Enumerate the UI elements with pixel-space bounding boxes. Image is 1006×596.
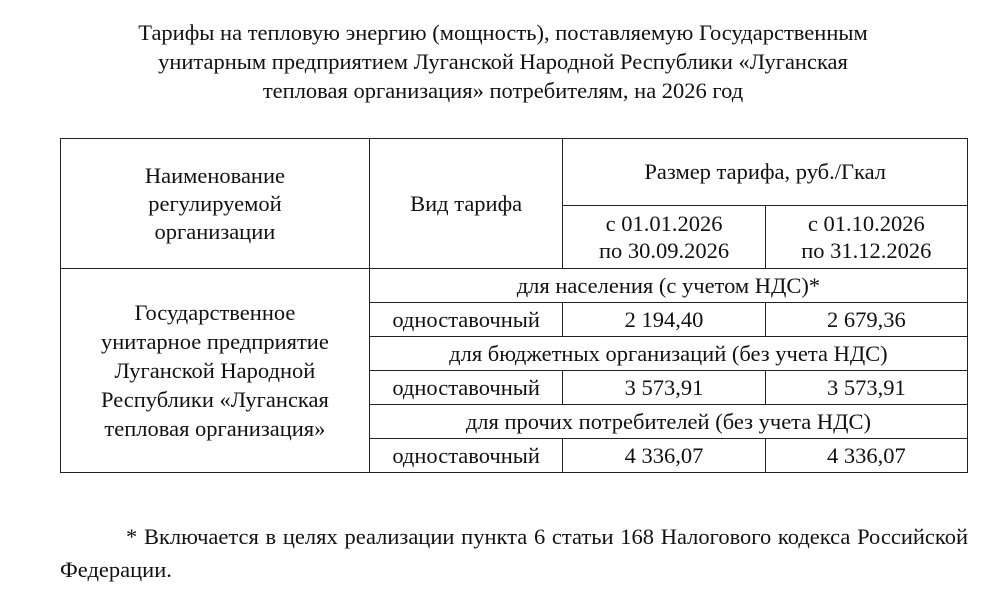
header-period-1: с 01.01.2026 по 30.09.2026 [563,206,765,269]
header-tariff-size: Размер тарифа, руб./Гкал [563,139,968,206]
group-label: для бюджетных организаций (без учета НДС) [369,337,967,371]
tariff-value-period-2: 3 573,91 [765,371,967,405]
header-organization: Наименование регулируемой организации [61,139,370,269]
tariff-value-period-1: 2 194,40 [563,303,765,337]
title-line: тепловая организация» потребителям, на 2026 год [262,78,744,103]
header-period-2: с 01.10.2026 по 31.12.2026 [765,206,967,269]
group-label: для прочих потребителей (без учета НДС) [369,405,967,439]
table-header-row [61,139,968,206]
tariff-table [60,138,968,473]
document-title [40,18,966,105]
tariff-value-period-1: 4 336,07 [563,439,765,473]
tariff-kind-cell: одноставочный [369,303,563,337]
group-label: для населения (с учетом НДС)* [369,269,967,303]
footnote: * Включается в целях реализации пункта 6 статьи 168 Налогового кодекса Российской Федерации. [60,524,968,582]
header-tariff-kind: Вид тарифа [369,139,563,269]
tariff-kind-cell: одноставочный [369,371,563,405]
organization-name: Государственное унитарное предприятие Луганской Народной Республики «Луганская тепловая организация» [61,269,370,473]
title-line: унитарным предприятием Луганской Народной Республики «Луганская [158,49,848,74]
tariff-value-period-1: 3 573,91 [563,371,765,405]
title-line: Тарифы на тепловую энергию (мощность), поставляемую Государственным [138,20,868,45]
tariff-kind-cell: одноставочный [369,439,563,473]
tariff-value-period-2: 4 336,07 [765,439,967,473]
table-row [61,269,968,303]
tariff-value-period-2: 2 679,36 [765,303,967,337]
